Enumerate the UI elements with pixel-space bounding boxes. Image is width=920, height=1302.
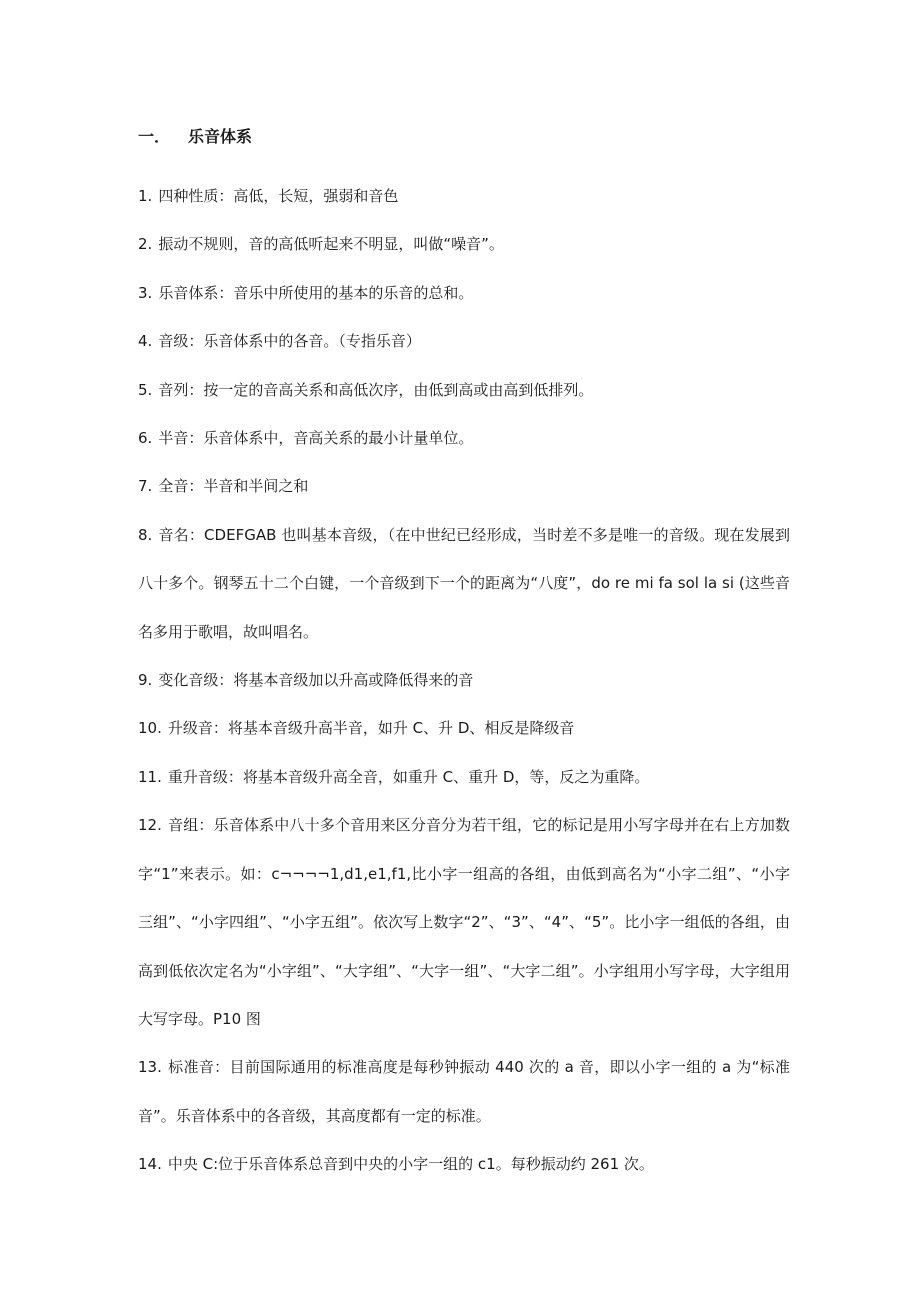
item-number: 10. [138, 719, 162, 738]
list-item [138, 414, 790, 462]
item-text: 四种性质：高低，长短，强弱和音色 [158, 187, 399, 205]
item-number: 12. [138, 816, 162, 835]
item-number: 9. [138, 671, 153, 690]
list-item [138, 753, 790, 801]
list-item [138, 462, 790, 510]
item-number: 13. [138, 1058, 162, 1077]
item-text: 音组：乐音体系中八十多个音用来区分音分为若干组，它的标记是用小写字母并在右上方加数字“1”来表示。如：c¬¬¬¬1,d1,e1,f1,比小字一组高的各组，由低到高名为“小字二组”、“小字三组”、“小字四组”、“小字五组”。依次写上数字“2”、“3”、“4”、“5”。比小字一组低的各组，由高到低依次定名为“小字组”、“大字组”、“大字一组”、“大字二组”。小字组用小写字母，大字组用大写字母。P10 图 [138, 816, 790, 1028]
item-number: 2. [138, 235, 153, 254]
item-text: 乐音体系：音乐中所使用的基本的乐音的总和。 [158, 283, 474, 302]
item-text: 音级：乐音体系中的各音。（专指乐音） [158, 332, 421, 351]
item-text: 标准音：目前国际通用的标准高度是每秒钟振动 440 次的 a 音，即以小字一组的 a 为“标准音”。乐音体系中的各音级，其高度都有一定的标准。 [138, 1058, 790, 1125]
item-number: 1. [138, 187, 153, 205]
list-item [138, 366, 790, 414]
list-item [138, 704, 790, 752]
item-text: 全音：半音和半间之和 [158, 477, 309, 496]
section-heading [138, 124, 252, 150]
item-text: 中央 C:位于乐音体系总音到中央的小字一组的 c1。每秒振动约 261 次。 [167, 1155, 654, 1174]
item-text: 半音：乐音体系中，音高关系的最小计量单位。 [158, 429, 474, 448]
item-number: 4. [138, 332, 153, 351]
list-item [138, 317, 790, 365]
list-item [138, 1140, 790, 1188]
list-item [138, 801, 790, 1043]
list-item [138, 172, 790, 220]
item-text: 振动不规则，音的高低听起来不明显，叫做“噪音”。 [158, 235, 504, 254]
item-number: 6. [138, 429, 153, 448]
list-item [138, 656, 790, 704]
item-number: 14. [138, 1155, 162, 1174]
item-text: 升级音：将基本音级升高半音，如升 C、升 D、相反是降级音 [167, 719, 575, 738]
section-number: 一． [138, 127, 171, 146]
item-number: 5. [138, 380, 153, 399]
list-item [138, 1043, 790, 1140]
list-item [138, 269, 790, 317]
definition-list [138, 172, 790, 1189]
item-number: 8. [138, 525, 153, 544]
item-text: 音名：CDEFGAB 也叫基本音级，（在中世纪已经形成，当时差不多是唯一的音级。现在发展到八十多个。钢琴五十二个白键，一个音级到下一个的距离为“八度”，do re mi fa sol la si (这些音名多用于歌唱，故叫唱名。 [138, 525, 790, 641]
section-title: 乐音体系 [188, 127, 253, 146]
item-number: 3. [138, 283, 153, 302]
item-text: 音列：按一定的音高关系和高低次序，由低到高或由高到低排列。 [158, 380, 594, 399]
item-text: 重升音级：将基本音级升高全音，如重升 C、重升 D，等，反之为重降。 [167, 767, 650, 786]
item-number: 11. [138, 767, 162, 786]
list-item [138, 220, 790, 268]
list-item [138, 511, 790, 656]
item-text: 变化音级：将基本音级加以升高或降低得来的音 [158, 671, 474, 690]
item-number: 7. [138, 477, 153, 496]
